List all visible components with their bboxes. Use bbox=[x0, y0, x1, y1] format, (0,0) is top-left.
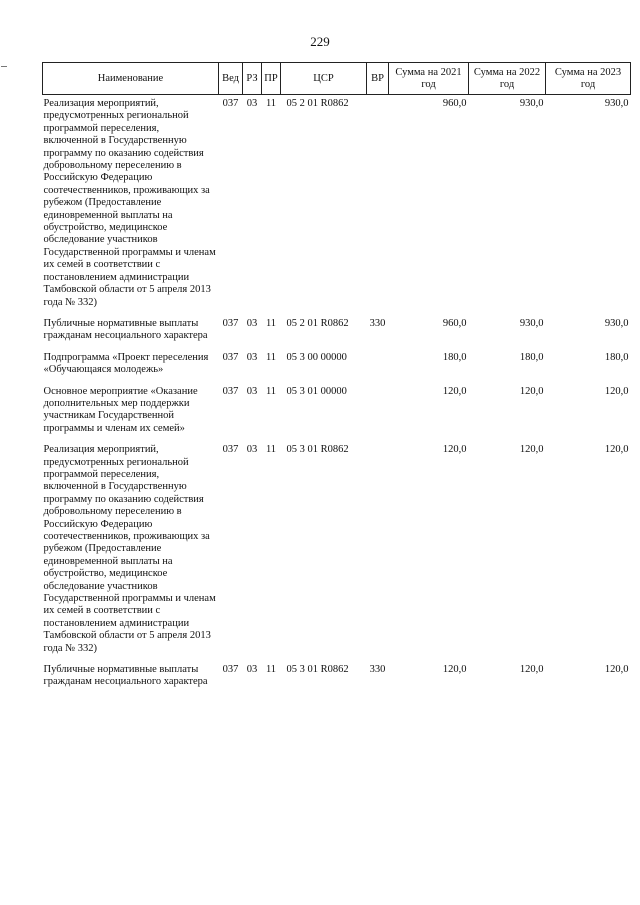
row-sum-2021: 960,0 bbox=[442, 317, 467, 329]
row-sum-2023: 120,0 bbox=[604, 385, 629, 397]
row-sum-2021: 120,0 bbox=[442, 385, 467, 397]
row-ved: 037 bbox=[222, 351, 239, 363]
row-vr: 330 bbox=[369, 317, 386, 329]
row-pr: 11 bbox=[265, 385, 277, 397]
scan-mark bbox=[1, 66, 7, 67]
row-sum-2023: 180,0 bbox=[604, 351, 629, 363]
row-pr: 11 bbox=[265, 664, 277, 676]
row-sum-2023: 930,0 bbox=[604, 317, 629, 329]
row-csr: 05 3 00 00000 bbox=[286, 351, 347, 363]
budget-table bbox=[42, 62, 631, 695]
table-row bbox=[43, 441, 631, 661]
row-name: Реализация мероприятий, предусмотренных региональной программой переселения, включенной в Государственную программу по оказанию содействия добровольному переселению в Российскую Федерацию соотечественников, проживающих за рубежом (Предоставление единовременной выплаты на обустройство, медицинское обследование участников Государственной программы и членам их семей в соответствии с постановлением администрации Тамбовской области от 5 апреля 2013 года № 332) bbox=[43, 444, 216, 654]
header-csr: ЦСР bbox=[281, 63, 367, 95]
row-csr: 05 2 01 R0862 bbox=[286, 98, 349, 109]
row-csr: 05 2 01 R0862 bbox=[286, 317, 349, 329]
table-row bbox=[43, 661, 631, 695]
row-vr bbox=[367, 441, 389, 661]
row-sum-2021: 180,0 bbox=[442, 351, 467, 363]
row-sum-2023: 120,0 bbox=[604, 664, 629, 676]
table-row bbox=[43, 383, 631, 442]
row-ved: 037 bbox=[222, 385, 239, 397]
header-pr: ПР bbox=[262, 63, 281, 95]
header-sum-2023: Сумма на 2023 год bbox=[546, 63, 631, 95]
row-ved: 037 bbox=[222, 444, 239, 456]
row-csr: 05 3 01 00000 bbox=[286, 385, 347, 397]
row-vr bbox=[367, 383, 389, 442]
header-sum-2021: Сумма на 2021 год bbox=[389, 63, 469, 95]
row-sum-2021: 120,0 bbox=[442, 664, 467, 676]
row-sum-2023: 120,0 bbox=[604, 444, 629, 456]
row-name: Подпрограмма «Проект переселения «Обучающаяся молодежь» bbox=[43, 351, 209, 376]
row-rz: 03 bbox=[246, 317, 258, 329]
row-name: Публичные нормативные выплаты гражданам несоциального характера bbox=[43, 317, 208, 342]
row-ved: 037 bbox=[222, 98, 239, 109]
row-rz: 03 bbox=[246, 444, 258, 456]
row-name: Реализация мероприятий, предусмотренных региональной программой переселения, включенной в Государственную программу по оказанию содействия добровольному переселению в Российскую Федерацию соотечественников, проживающих за рубежом (Предоставление единовременной выплаты на обустройство, медицинское обследование участников Государственной программы и членам их семей в соответствии с постановлением администрации Тамбовской области от 5 апреля 2013 года № 332) bbox=[43, 98, 216, 308]
row-ved: 037 bbox=[222, 664, 239, 676]
row-sum-2023: 930,0 bbox=[604, 98, 629, 109]
row-vr bbox=[367, 349, 389, 383]
row-vr: 330 bbox=[369, 664, 386, 676]
row-rz: 03 bbox=[246, 98, 258, 109]
page-number: 229 bbox=[310, 34, 330, 49]
row-pr: 11 bbox=[265, 98, 277, 109]
header-vr: ВР bbox=[367, 63, 389, 95]
row-rz: 03 bbox=[246, 351, 258, 363]
table-row bbox=[43, 95, 631, 315]
row-vr bbox=[367, 95, 389, 315]
row-pr: 11 bbox=[265, 317, 277, 329]
row-csr: 05 3 01 R0862 bbox=[286, 444, 349, 456]
row-name: Публичные нормативные выплаты гражданам несоциального характера bbox=[43, 664, 208, 688]
table-header-row bbox=[43, 63, 631, 95]
header-sum-2022: Сумма на 2022 год bbox=[469, 63, 546, 95]
row-sum-2022: 120,0 bbox=[519, 444, 544, 456]
row-pr: 11 bbox=[265, 444, 277, 456]
row-sum-2021: 960,0 bbox=[442, 98, 467, 109]
header-name: Наименование bbox=[43, 63, 219, 95]
row-sum-2022: 930,0 bbox=[519, 317, 544, 329]
row-ved: 037 bbox=[222, 317, 239, 329]
row-csr: 05 3 01 R0862 bbox=[286, 664, 349, 676]
row-rz: 03 bbox=[246, 664, 258, 676]
table-row bbox=[43, 315, 631, 349]
row-sum-2022: 120,0 bbox=[519, 664, 544, 676]
row-sum-2022: 120,0 bbox=[519, 385, 544, 397]
row-sum-2021: 120,0 bbox=[442, 444, 467, 456]
table-row bbox=[43, 349, 631, 383]
row-pr: 11 bbox=[265, 351, 277, 363]
header-ved: Вед bbox=[219, 63, 243, 95]
row-sum-2022: 930,0 bbox=[519, 98, 544, 109]
row-name: Основное мероприятие «Оказание дополнительных мер поддержки участникам Государственной программы и членам их семей» bbox=[43, 385, 198, 434]
row-rz: 03 bbox=[246, 385, 258, 397]
row-sum-2022: 180,0 bbox=[519, 351, 544, 363]
header-rz: РЗ bbox=[243, 63, 262, 95]
